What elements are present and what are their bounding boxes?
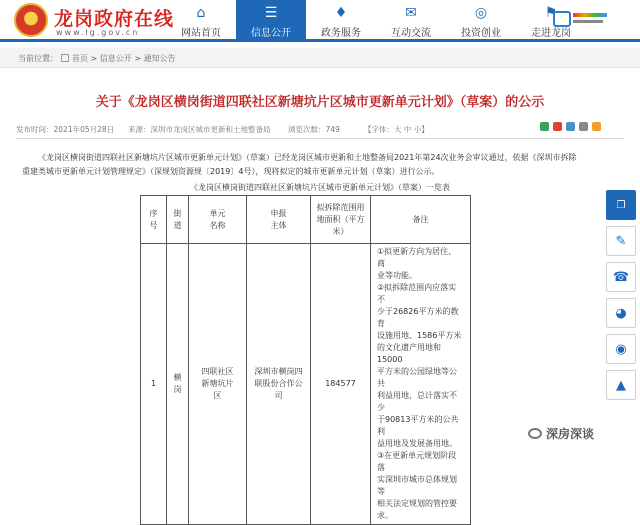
header-unit: 单元 名称 [189, 196, 247, 244]
share-qq-icon[interactable] [566, 122, 575, 131]
table-caption: 《龙岗区横岗街道四联社区新塘坑片区城市更新单元计划》（草案）一览表 [190, 183, 450, 192]
site-url: www.lg.gov.cn [56, 28, 140, 37]
float-interact-button[interactable] [606, 226, 636, 256]
cell-street: 横 岗 [167, 244, 189, 525]
header-area: 拟拆除范围用 地面积（平方 米） [311, 196, 371, 244]
nav-gov-service[interactable]: ♦ 政务服务 [321, 5, 361, 39]
wechat-icon: ◕ [615, 305, 627, 321]
nav-info-disclosure[interactable]: ☰ 信息公开 [236, 0, 306, 42]
header-seq: 序 号 [141, 196, 167, 244]
brand-logo[interactable] [553, 6, 609, 34]
site-title: 龙岗政府在线 [54, 8, 175, 30]
float-top-button[interactable] [606, 370, 636, 400]
share-wechat-icon[interactable] [540, 122, 549, 131]
document-icon: ❐ [616, 199, 626, 211]
phone-icon: ☎ [612, 269, 630, 285]
float-doc-button[interactable] [606, 190, 636, 220]
publish-date: 发布时间：2021年05月28日 [16, 125, 115, 134]
cell-area: 184577 [311, 244, 371, 525]
header-street: 街 道 [167, 196, 189, 244]
divider [16, 138, 624, 139]
nav-interaction[interactable]: ✉ 互动交流 [391, 5, 431, 39]
nav-home[interactable]: ⌂ 网站首页 [181, 5, 221, 39]
article-title: 关于《龙岗区横岗街道四联社区新塘坑片区城市更新单元计划》（草案）的公示 [95, 95, 545, 110]
invest-icon: ◎ [474, 5, 488, 21]
weibo-icon: ◉ [615, 341, 627, 357]
table-row [141, 244, 471, 525]
favorite-icon[interactable] [592, 122, 601, 131]
site-header [0, 0, 640, 42]
share-weibo-icon[interactable] [553, 122, 562, 131]
home-icon [61, 54, 69, 62]
national-emblem-icon [14, 3, 48, 37]
interaction-icon: ✎ [615, 233, 627, 249]
float-wechat-button[interactable] [606, 298, 636, 328]
breadcrumb-info[interactable]: 信息公开 [99, 54, 132, 63]
float-weibo-button[interactable] [606, 334, 636, 364]
float-toolbar [606, 190, 636, 406]
nav-investment[interactable]: ◎ 投资创业 [461, 5, 501, 39]
service-icon: ♦ [334, 5, 348, 21]
header-applicant: 申报 主体 [247, 196, 311, 244]
font-size-switch[interactable]: 【字体：大 中 小】 [364, 125, 429, 134]
article-source: 来源：深圳市龙岗区城市更新和土地整备局 [128, 125, 271, 134]
body-paragraph: 重建类城市更新单元计划管理规定》（深规划资源规〔2019〕4号），现将拟定的城市更新单元计划（草案）进行公示。 [22, 167, 440, 176]
location-icon: ⚑ [544, 5, 558, 21]
print-icon[interactable] [579, 122, 588, 131]
watermark: 深房深谈 [528, 425, 594, 442]
brand-mark-icon [553, 9, 609, 31]
wechat-logo-icon [528, 428, 542, 439]
header-remark: 备注 [371, 196, 471, 244]
breadcrumb: 当前位置： 首页 > 信息公开 > 通知公告 [0, 48, 640, 68]
breadcrumb-notice[interactable]: 通知公告 [143, 54, 176, 63]
body-paragraph: 《龙岗区横岗街道四联社区新塘坑片区城市更新单元计划》（草案）已经龙岗区城市更新和土地整备局2021年第24次业务会审议通过，依据《深圳市拆除 [38, 153, 577, 162]
table-header-row [141, 196, 471, 244]
article-meta [16, 122, 624, 136]
breadcrumb-home[interactable]: 首页 [72, 54, 88, 63]
cell-applicant: 深圳市横岗四 联股份合作公 司 [247, 244, 311, 525]
float-phone-button[interactable] [606, 262, 636, 292]
chat-icon: ✉ [405, 5, 417, 21]
view-count: 浏览次数：749 [288, 125, 340, 134]
cell-unit: 四联社区 新塘坑片 区 [189, 244, 247, 525]
cell-seq: 1 [141, 244, 167, 525]
article-body [22, 151, 622, 179]
cell-remark: ①拟更新方向为居住、商 业等功能。 ②拟拆除范围内应落实不 少于26826平方米的教育 设施用地、1586平方米 的文化遗产用地和15000 平方米的公园绿地等公共 利益用地，总计落实不少 于90813平方米的公共利 益用地及发展备用地。 ③在更新单元规划阶段落 实深圳市城市总体规划等 相关法定规划的管控要 求。 [371, 244, 471, 525]
plan-table [140, 195, 471, 525]
info-icon: ☰ [264, 5, 278, 21]
share-bar [540, 122, 601, 131]
top-icon: ▲ [616, 377, 626, 393]
home-icon: ⌂ [196, 5, 206, 21]
main-nav [166, 0, 586, 42]
nav-about-longgang[interactable]: ⚑ 走进龙岗 [531, 5, 571, 39]
